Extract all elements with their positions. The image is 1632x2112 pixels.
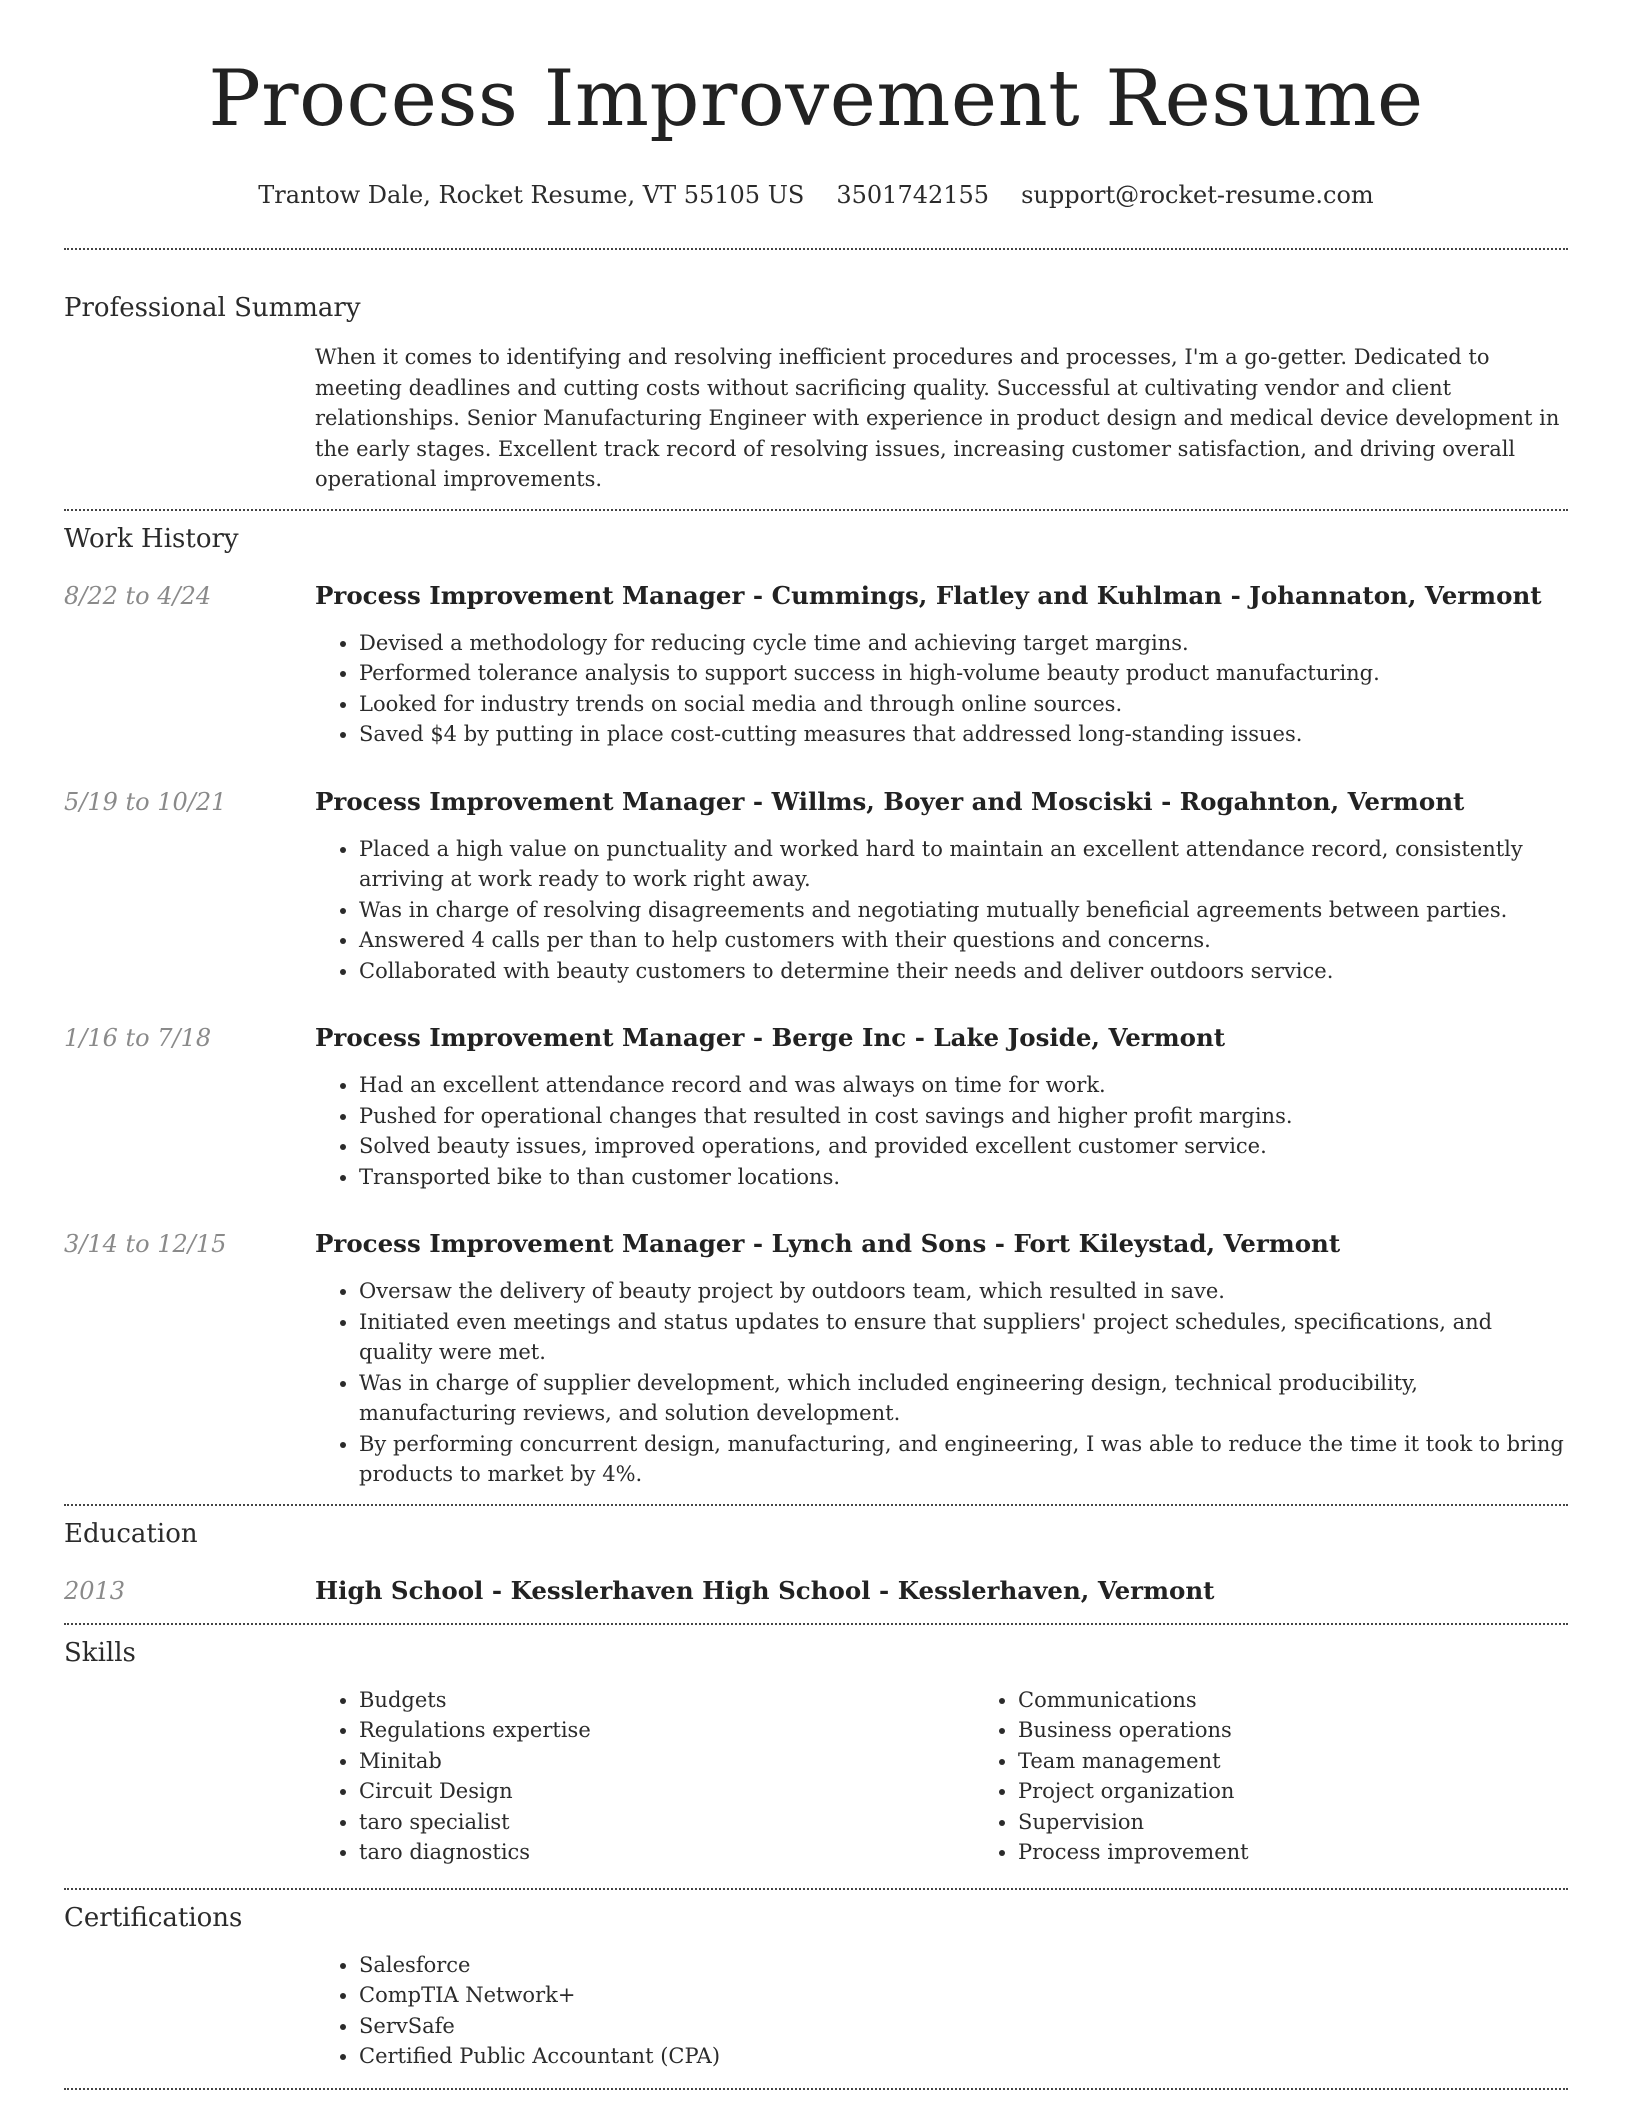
certifications-section	[64, 1890, 1568, 2072]
certification-item: • CompTIA Network+	[359, 1980, 1568, 2011]
job-title: Process Improvement Manager - Willms, Boyer and Mosciski - Rogahnton, Vermont	[315, 786, 1465, 816]
job-bullets	[315, 1276, 1568, 1490]
job-entry	[64, 1229, 1568, 1490]
job-title: Process Improvement Manager - Berge Inc - Lake Joside, Vermont	[315, 1023, 1226, 1052]
job-bullet: • Placed a high value on punctuality and worked hard to maintain an excellent attendance record, consistently arriving at work ready to work right away.	[359, 834, 1568, 895]
section-title-skills: Skills	[64, 1637, 136, 1668]
job-bullet: • Performed tolerance analysis to support success in high-volume beauty product manufacturing.	[359, 658, 1568, 689]
education-entry	[64, 1576, 1568, 1606]
job-dates: 8/22 to 4/24	[64, 581, 212, 610]
job-bullet: • Was in charge of supplier development, which included engineering design, technical producibility, manufacturing reviews, and solution development.	[359, 1368, 1568, 1429]
job-bullet: • Pushed for operational changes that resulted in cost savings and higher profit margins.	[359, 1101, 1568, 1132]
job-bullet: • By performing concurrent design, manufacturing, and engineering, I was able to reduce the time it took to bring products to market by 4%.	[359, 1429, 1568, 1490]
job-bullet: • Collaborated with beauty customers to determine their needs and deliver outdoors service.	[359, 956, 1568, 987]
job-bullet: • Devised a methodology for reducing cycle time and achieving target margins.	[359, 628, 1568, 659]
certification-item: • Salesforce	[359, 1950, 1568, 1981]
job-bullet: • Oversaw the delivery of beauty project by outdoors team, which resulted in save.	[359, 1276, 1568, 1307]
contact-phone: 3501742155	[836, 181, 990, 209]
job-entry	[64, 1023, 1568, 1192]
section-title-summary: Professional Summary	[64, 293, 361, 323]
certifications-list	[315, 1950, 1568, 2072]
job-entry	[64, 787, 1568, 987]
skill-item: • Communications	[1018, 1685, 1632, 1716]
job-dates: 3/14 to 12/15	[64, 1230, 227, 1258]
skill-item: • Regulations expertise	[359, 1715, 974, 1746]
job-bullet: • Looked for industry trends on social media and through online sources.	[359, 689, 1568, 720]
skill-item: • Circuit Design	[359, 1776, 974, 1807]
job-title: Process Improvement Manager - Lynch and Sons - Fort Kileystad, Vermont	[315, 1229, 1341, 1258]
skills-section	[64, 1625, 1568, 1868]
job-bullets	[315, 1070, 1568, 1192]
job-bullets	[315, 628, 1568, 750]
work-history-section	[64, 511, 1568, 1490]
job-bullet: • Solved beauty issues, improved operations, and provided excellent customer service.	[359, 1131, 1568, 1162]
skill-item: • Process improvement	[1018, 1837, 1632, 1868]
education-title: High School - Kesslerhaven High School - Kesslerhaven, Vermont	[315, 1575, 1215, 1605]
job-bullet: • Was in charge of resolving disagreements and negotiating mutually beneficial agreements between parties.	[359, 895, 1568, 926]
education-section	[64, 1506, 1568, 1606]
job-entry	[64, 581, 1568, 750]
contact-email: support@rocket-resume.com	[1021, 181, 1374, 209]
skill-item: • Team management	[1018, 1746, 1632, 1777]
skill-item: • Budgets	[359, 1685, 974, 1716]
divider	[64, 2088, 1568, 2090]
resume-title: Process Improvement Resume	[208, 54, 1424, 144]
resume-header	[64, 0, 1568, 210]
skills-list-left	[315, 1685, 974, 1868]
education-date: 2013	[64, 1576, 126, 1605]
skill-item: • Business operations	[1018, 1715, 1632, 1746]
job-bullet: • Answered 4 calls per than to help customers with their questions and concerns.	[359, 925, 1568, 956]
section-title-education: Education	[64, 1518, 198, 1549]
skills-list-right	[974, 1685, 1632, 1868]
contact-line	[64, 180, 1568, 210]
skill-item: • Minitab	[359, 1746, 974, 1777]
contact-address: Trantow Dale, Rocket Resume, VT 55105 US	[258, 181, 805, 209]
certification-item: • ServSafe	[359, 2011, 1568, 2042]
section-title-certifications: Certifications	[64, 1902, 243, 1933]
job-bullet: • Saved $4 by putting in place cost-cutting measures that addressed long-standing issues.	[359, 719, 1568, 750]
job-bullet: • Initiated even meetings and status updates to ensure that suppliers' project schedules, specifications, and quality were met.	[359, 1307, 1568, 1368]
summary-section	[64, 250, 1568, 495]
job-dates: 5/19 to 10/21	[64, 787, 227, 816]
job-bullet: • Transported bike to than customer locations.	[359, 1162, 1568, 1193]
section-title-work: Work History	[64, 523, 239, 554]
job-bullet: • Had an excellent attendance record and was always on time for work.	[359, 1070, 1568, 1101]
certification-item: • Certified Public Accountant (CPA)	[359, 2041, 1568, 2072]
job-bullets	[315, 834, 1568, 987]
skill-item: • taro specialist	[359, 1807, 974, 1838]
skill-item: • taro diagnostics	[359, 1837, 974, 1868]
job-title: Process Improvement Manager - Cummings, Flatley and Kuhlman - Johannaton, Vermont	[315, 580, 1542, 610]
skill-item: • Project organization	[1018, 1776, 1632, 1807]
job-dates: 1/16 to 7/18	[64, 1024, 212, 1052]
skill-item: • Supervision	[1018, 1807, 1632, 1838]
summary-text: When it comes to identifying and resolving inefficient procedures and processes, I'm a go-getter. Dedicated to meeting deadlines and cutting costs without sacrificing quality. Successful at cultivating vendor and client relationships. Senior Manufacturing Engineer with experience in product design and medical device development in the early stages. Excellent track record of resolving issues, increasing customer satisfaction, and driving overall operational improvements.	[315, 345, 1560, 491]
